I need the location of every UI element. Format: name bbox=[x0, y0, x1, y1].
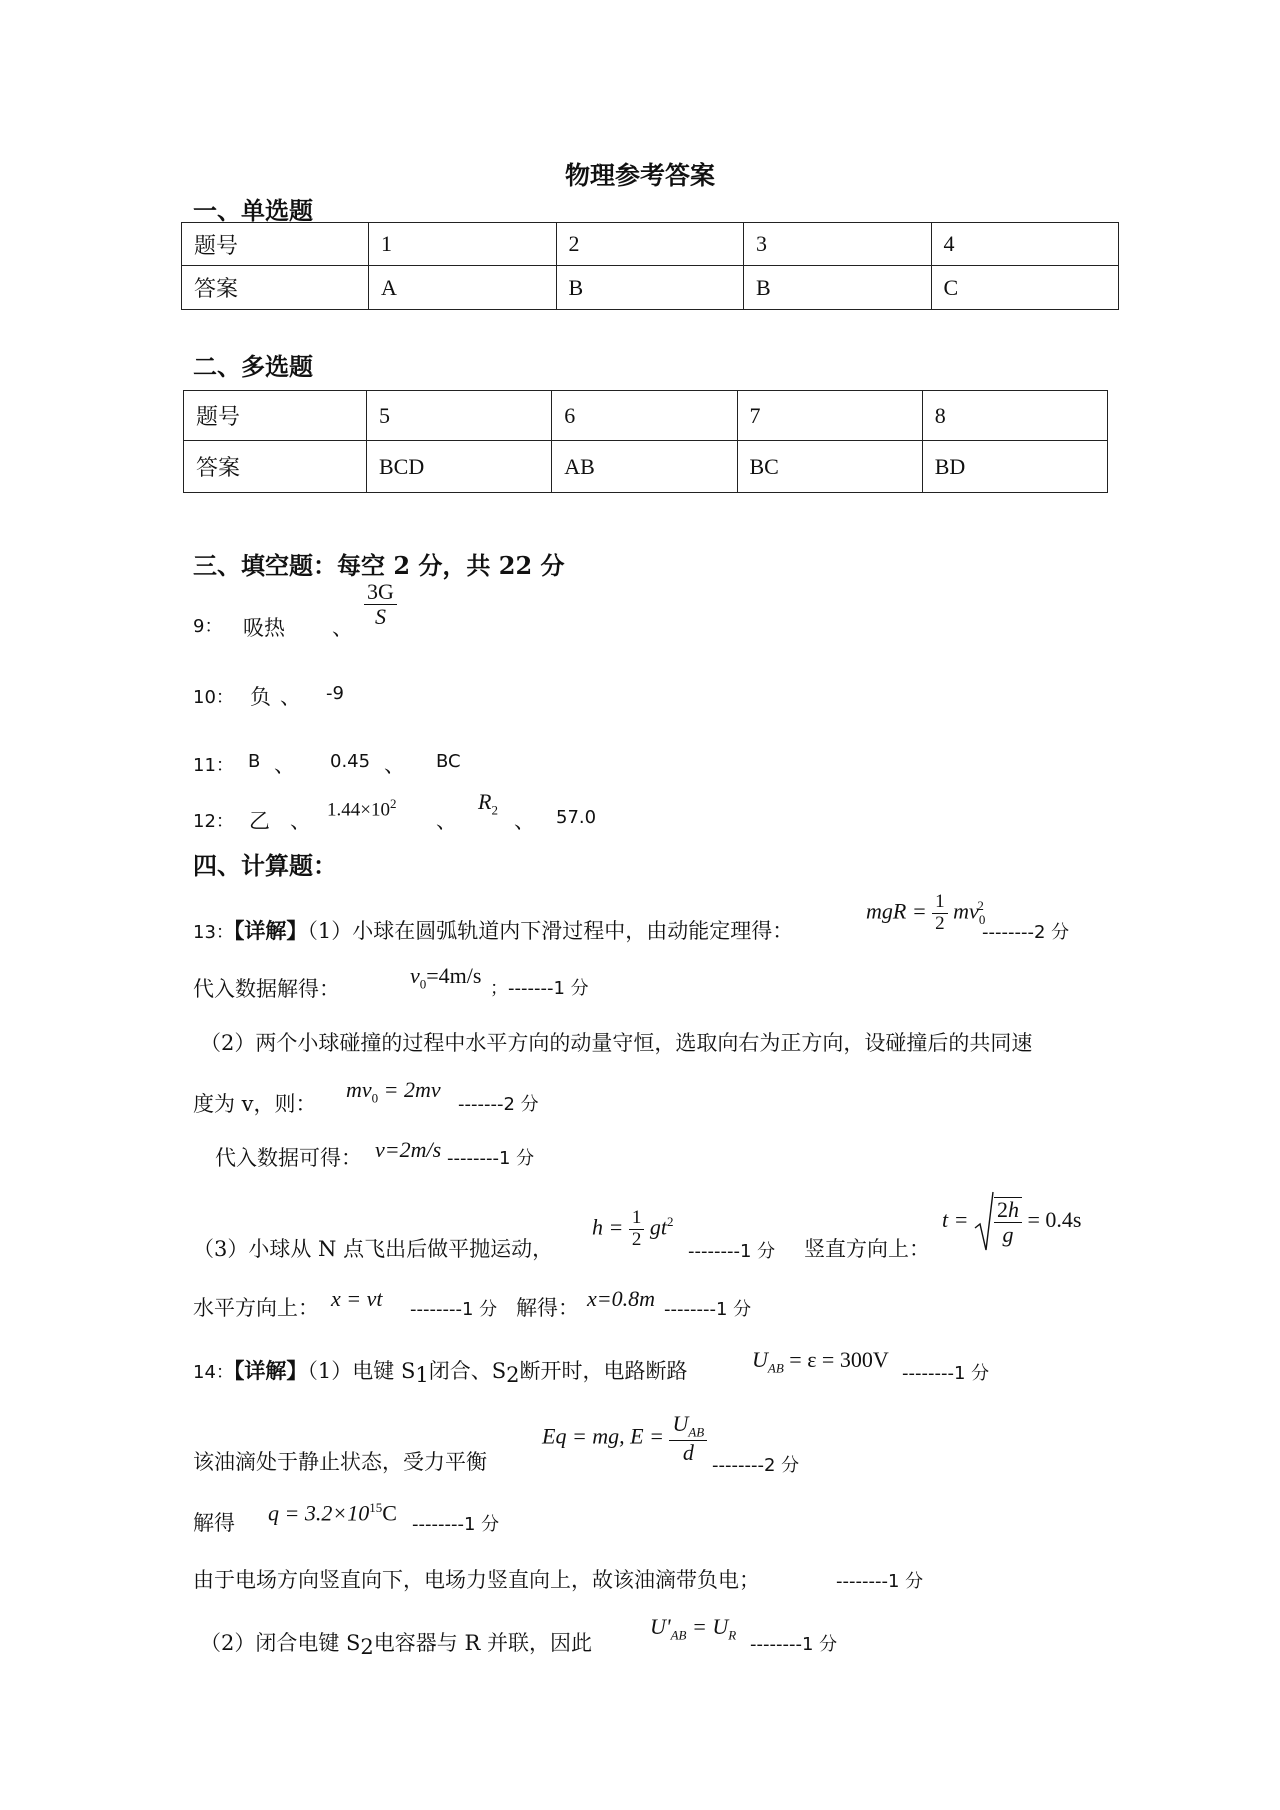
question-14-line-5: （2）闭合电键 $S_2$电容器与 R 并联，因此 bbox=[200, 1631, 592, 1660]
question-10-answer-1: 负 bbox=[250, 685, 271, 709]
question-14-equation-ur: $U'_{AB} = U_R$ bbox=[650, 1614, 737, 1643]
table-cell: B bbox=[556, 266, 744, 310]
separator: 、 bbox=[332, 616, 353, 640]
question-13-equation-horizontal: x = vt bbox=[331, 1286, 383, 1311]
question-10-number: 10： bbox=[193, 687, 234, 708]
score: --------1 分 bbox=[902, 1363, 990, 1384]
question-14-line-2: 该油滴处于静止状态，受力平衡 bbox=[193, 1450, 487, 1474]
question-9-answer-2-fraction bbox=[364, 580, 397, 629]
table-cell: 6 bbox=[552, 391, 737, 441]
separator: 、 bbox=[436, 809, 457, 833]
section-heading-single-choice: 一、单选题 bbox=[193, 196, 313, 225]
question-13-equation-x: x=0.8m bbox=[587, 1286, 655, 1311]
question-9-number: 9： bbox=[193, 616, 223, 637]
question-14-line-4: 由于电场方向竖直向下，电场力竖直向上，故该油滴带负电； bbox=[193, 1568, 760, 1592]
question-13-equation-v: v=2m/s bbox=[375, 1137, 442, 1162]
question-12-answer-2: $1.44\times 10^2$ bbox=[327, 796, 397, 821]
score: --------1 分 bbox=[410, 1299, 498, 1320]
multiple-choice-answer-table bbox=[183, 390, 1108, 493]
table-cell: BCD bbox=[367, 441, 552, 493]
question-13-line-7b: 解得： bbox=[516, 1296, 579, 1320]
table-row bbox=[182, 266, 1119, 310]
separator: 、 bbox=[280, 685, 301, 709]
table-cell: BC bbox=[737, 441, 922, 493]
question-13-equation-time: t = $\frac{2h}{g}$ = 0.4s bbox=[942, 1190, 1081, 1254]
table-cell: B bbox=[744, 266, 932, 310]
score: --------1 分 bbox=[688, 1241, 776, 1262]
question-13-line-2: 代入数据解得： bbox=[193, 977, 340, 1001]
sqrt-icon bbox=[974, 1190, 994, 1254]
row-label: 答案 bbox=[182, 266, 369, 310]
question-9-answer-1: 吸热 bbox=[243, 616, 285, 640]
table-cell: A bbox=[369, 266, 557, 310]
score: ；-------1 分 bbox=[490, 978, 589, 999]
table-cell: 3 bbox=[744, 223, 932, 266]
score: --------1 分 bbox=[836, 1571, 924, 1592]
score: --------2 分 bbox=[712, 1455, 800, 1476]
question-14-equation-charge: $q = 3.2\times 10^{15}C$ bbox=[268, 1500, 397, 1526]
row-label: 题号 bbox=[182, 223, 369, 266]
question-12-answer-3: $R_2$ bbox=[478, 789, 498, 818]
section-heading-fill-in: 三、填空题：每空 2 分，共 22 分 bbox=[193, 551, 565, 580]
table-cell: 1 bbox=[369, 223, 557, 266]
table-cell: AB bbox=[552, 441, 737, 493]
question-12-answer-4: 57.0 bbox=[556, 807, 597, 828]
question-11-answer-2: 0.45 bbox=[330, 751, 371, 772]
question-11-answer-3: BC bbox=[436, 751, 461, 772]
score: --------1 分 bbox=[447, 1148, 535, 1169]
question-13-equation-energy: mgR = $\frac{1}{2}$ $mv_0^2$ bbox=[866, 891, 986, 934]
table-cell: 4 bbox=[931, 223, 1119, 266]
question-14-equation-balance: Eq = mg, E = $\frac{U_{AB}}{d}$ bbox=[542, 1412, 707, 1465]
question-14-line-3: 解得 bbox=[193, 1511, 235, 1535]
section-heading-multiple-choice: 二、多选题 bbox=[193, 352, 313, 381]
separator: 、 bbox=[384, 753, 405, 777]
question-13-equation-v0: $v_0=4m/s$ bbox=[410, 963, 482, 992]
score: -------2 分 bbox=[458, 1094, 539, 1115]
question-11-number: 11： bbox=[193, 755, 234, 776]
score: --------1 分 bbox=[664, 1299, 752, 1320]
table-cell: 5 bbox=[367, 391, 552, 441]
question-12-number: 12： bbox=[193, 811, 234, 832]
table-cell: 7 bbox=[737, 391, 922, 441]
single-choice-answer-table bbox=[181, 222, 1119, 310]
table-row bbox=[182, 223, 1119, 266]
table-row bbox=[184, 441, 1108, 493]
table-cell: 2 bbox=[556, 223, 744, 266]
question-13-line-4: 度为 v，则： bbox=[193, 1092, 317, 1116]
score: --------2 分 bbox=[982, 922, 1070, 943]
row-label: 答案 bbox=[184, 441, 367, 493]
table-cell: BD bbox=[922, 441, 1107, 493]
question-13-line-3: （2）两个小球碰撞的过程中水平方向的动量守恒，选取向右为正方向，设碰撞后的共同速 bbox=[200, 1031, 1033, 1055]
separator: 、 bbox=[514, 809, 535, 833]
question-10-answer-2: -9 bbox=[326, 683, 344, 704]
question-13-line-5: 代入数据可得： bbox=[215, 1146, 362, 1170]
table-row bbox=[184, 391, 1108, 441]
table-cell: 8 bbox=[922, 391, 1107, 441]
question-12-answer-1: 乙 bbox=[249, 809, 270, 833]
row-label: 题号 bbox=[184, 391, 367, 441]
question-13-line-7: 水平方向上： bbox=[193, 1296, 319, 1320]
table-cell: C bbox=[931, 266, 1119, 310]
separator: 、 bbox=[290, 809, 311, 833]
separator: 、 bbox=[274, 753, 295, 777]
question-13-line-6: （3）小球从 N 点飞出后做平抛运动， bbox=[193, 1237, 554, 1261]
question-14-line-1: 14：【详解】（1）电键 $S_1$闭合、$S_2$断开时，电路断路 bbox=[193, 1358, 688, 1388]
question-13-line-6b: 竖直方向上： bbox=[804, 1237, 930, 1261]
section-heading-calculation: 四、计算题： bbox=[193, 851, 337, 880]
question-13-equation-momentum: $mv_0 = 2mv$ bbox=[346, 1077, 441, 1106]
question-13-equation-height: h = $\frac{1}{2}$ $gt^2$ bbox=[592, 1207, 674, 1250]
score: --------1 分 bbox=[750, 1634, 838, 1655]
fraction-numerator: 3G bbox=[364, 580, 397, 605]
fraction-denominator: S bbox=[374, 604, 386, 630]
question-11-answer-1: B bbox=[248, 751, 261, 772]
question-13-line-1: 13：【详解】（1）小球在圆弧轨道内下滑过程中，由动能定理得： bbox=[193, 918, 794, 943]
score: --------1 分 bbox=[412, 1514, 500, 1535]
question-14-equation-uab: $U_{AB} = \varepsilon = 300V$ bbox=[752, 1347, 889, 1376]
page-title: 物理参考答案 bbox=[564, 161, 715, 190]
